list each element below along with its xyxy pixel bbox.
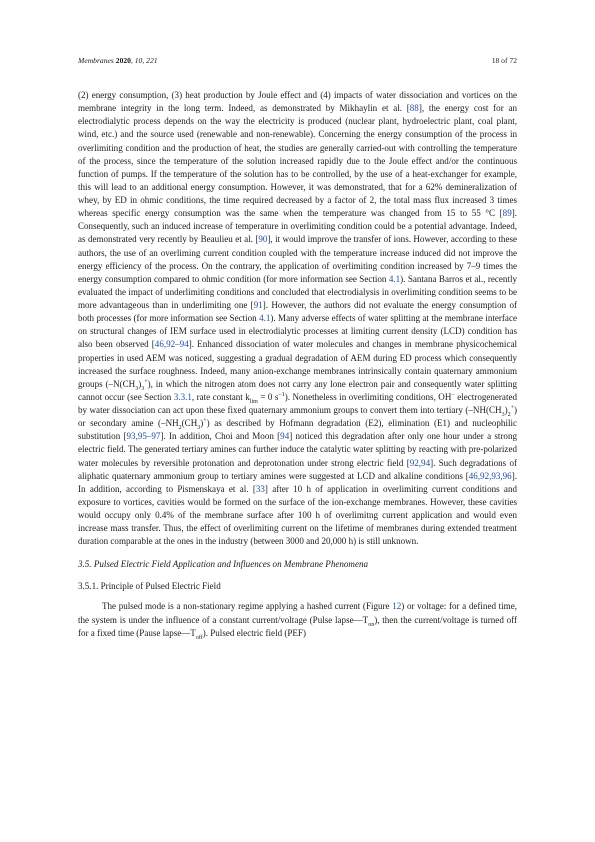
- citation-link[interactable]: 92,94: [409, 457, 431, 468]
- citation-link[interactable]: 93,95–97: [126, 431, 161, 442]
- subscript: 3: [197, 424, 201, 431]
- subscript: off: [195, 634, 203, 641]
- citation-link[interactable]: 46,92–94: [154, 339, 189, 350]
- citation-link[interactable]: 33: [255, 483, 265, 494]
- citation-link[interactable]: 88: [409, 103, 419, 114]
- superscript: −: [451, 391, 455, 398]
- page-number: 18 of 72: [491, 56, 517, 65]
- superscript: +: [203, 418, 207, 425]
- subscript: lim: [249, 398, 258, 405]
- citation-link[interactable]: 46,92,93,96: [468, 470, 512, 481]
- subscript: 2: [507, 411, 511, 418]
- superscript: −1: [278, 391, 285, 398]
- subscript: 2: [178, 424, 182, 431]
- superscript: +: [510, 404, 514, 411]
- section-heading-3-5: 3.5. Pulsed Electric Field Application and Influences on Membrane Phenomena: [78, 559, 369, 570]
- citation-link[interactable]: 89: [502, 208, 512, 219]
- citation-link[interactable]: 91: [253, 300, 263, 310]
- citation-link[interactable]: 4.1: [388, 273, 401, 284]
- citation-link[interactable]: 94: [280, 431, 290, 442]
- body-paragraph-1: (2) energy consumption, (3) heat production by Joule effect and (4) impacts of water dissociation and vortices on the membrane integrity in the long term. Indeed, as demonstrated by Mikhaylin et al. [88], the energy cost for an electrodialytic process depends on the way the electricity is produced (nuclear plant, hydroelectric plant, coal plant, wind, etc.) and the source used (renewable and non-renewable). Concerning the energy consumption of the process in overlimiting condition and the production of heat, the studies are generally carried-out with controlling the temperature of the process, since the temperature of the solution increased rapidly due to the Joule effect and/or the continuous function of pumps. If the temperature of the solution has to be controlled, by the use of a heat-exchanger for example, this will lead to an additional energy consumption. However, it was demonstrated, that for a 62% demineralization of whey, by ED in ohmic conditions, the time required decreased by a factor of 2, the total mass flux increased 3 times whereas specific energy consumption was the same when the temperature was changed from 15 to 55 °C [89]. Consequently, such an induced increase of temperature in overlimiting condition could be a potential advantage. Indeed, as demonstrated very recently by Beaulieu et al. [90], it would improve the transfer of ions. However, according to these authors, the use of an overliming current condition coupled with the temperature increase induced did not improve the energy efficiency of the process. On the contrary, the application of overlimiting condition increased by 7–9 times the energy consumption compared to ohmic condition (for more information see Section 4.1). Santana Barros et al., recently evaluated the impact of underlimiting conditions and concluded that electrodialysis in overlimiting condition seems to be more advantageous than in underlimiting one [91]. However, the authors did not evaluate the energy consumption of both processes (for more information see Section 4.1). Many adverse effects of water splitting at the membrane interface on structural changes of IEM surface used in electrodialytic processes at limiting current density (LCD) condition has also been observed [46,92–94]. Enhanced dissociation of water molecules and changes in membrane physicochemical properties in used AEM was noticed, suggesting a gradual degradation of AEM during ED process which consequently increased the surface roughness. Indeed, many anion-exchange membranes intrinsically contain quaternary ammonium groups $(-N(CH_3)_3^+)$, in which the nitrogen atom does not carry any lone electron pair and consequently water splitting cannot occur (see Section 3.3.1, rate constant $k_{lim} = 0$ $s^{-1}$). Nonetheless in overlimiting conditions, OH− electrogenerated by water dissociation can act upon these fixed quaternary ammonium groups to convert them into tertiary $(-NH(CH_3)_2^+)$ or secondary amine $(-NH_2(CH_3)^+)$ as described by Hofmann degradation (E2), elimination (E1) and nucleophilic substitution [93,95–97]. In addition, Choi and Moon [94] noticed this degradation after only one hour under a strong electric field. The generated tertiary amines can further induce the catalytic water splitting by reacting with pre-polarized water molecules by reversible protonation and deprotonation under strong electric field [92,94]. Such degradations of aliphatic quaternary ammonium group to tertiary amines were suggested at LCD and alkaline conditions [46,92,93,96]. In addition, according to Pismenskaya et al. [33] after 10 h of application in overlimiting current conditions and exposure to vortices, cavities would be formed on the surface of the ion-exchange membranes. However, these cavities would occupy only 0.4% of the membrane surface after 100 h of overlimitng current application and would even increase mass transfer. Thus, the effect of overlimiting current on the lifetime of membranes during extended treatment duration comparable at the ones in the industry (between 3000 and 20,000 h) is still unknown.: [78, 90, 518, 547]
- superscript: +: [144, 378, 148, 385]
- citation-link[interactable]: 12: [392, 601, 402, 612]
- citation-link[interactable]: 4.1: [259, 313, 271, 324]
- subscript: on: [368, 621, 375, 628]
- subscript: 3: [501, 411, 505, 418]
- citation-link[interactable]: 90: [258, 234, 268, 245]
- running-head-journal: Membranes 2020, 10, 221: [78, 56, 158, 65]
- article-body: [78, 89, 517, 640]
- subscript: 3: [141, 385, 145, 392]
- page-header: [78, 56, 517, 68]
- body-paragraph-2: The pulsed mode is a non-stationary regime applying a hashed current (Figure 12) or voltage: for a defined time, the system is under the influence of a constant current/voltage (Pulse $lapse—T_{on}$), then the current/voltage is turned off for a fixed time (Pause $lapse—T_{off}$). Pulsed electric field (PEF): [78, 601, 517, 641]
- subsection-heading-3-5-1: 3.5.1. Principle of Pulsed Electric Field: [78, 581, 221, 592]
- citation-link[interactable]: 3.3.1: [173, 391, 192, 402]
- subscript: 3: [135, 385, 139, 392]
